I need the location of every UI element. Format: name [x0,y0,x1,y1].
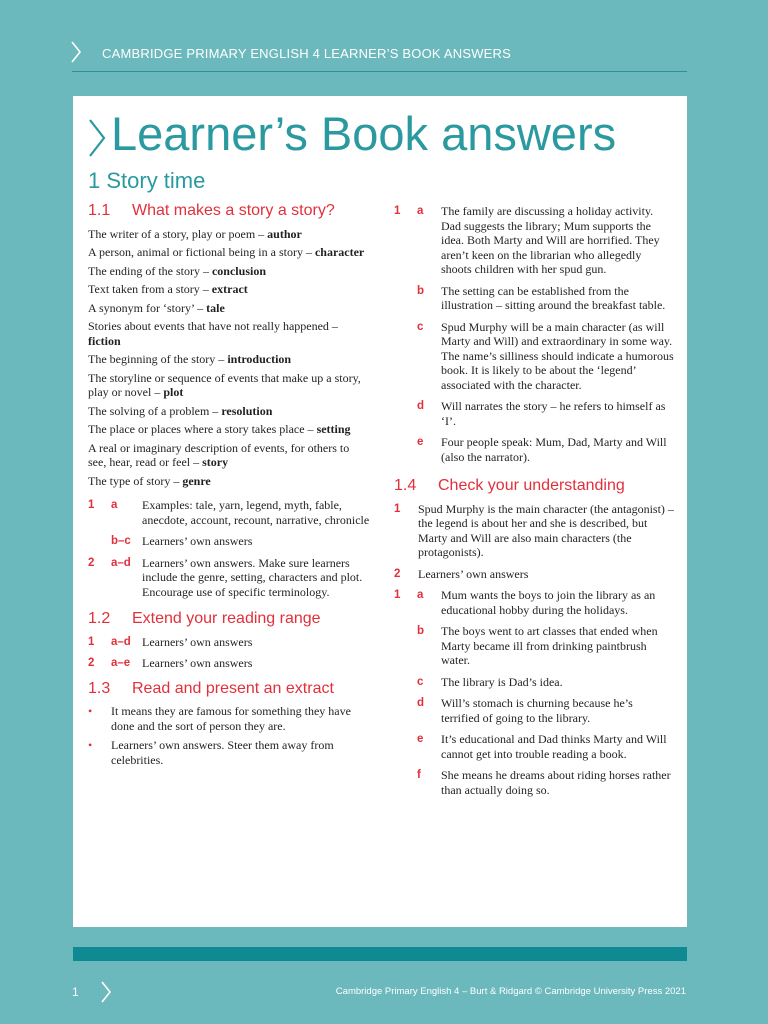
answer-item [394,502,674,560]
answer-text: Learners’ own answers [142,534,253,548]
answer-text: Learners’ own answers. Make sure learners include the genre, setting, characters and plot. Encourage use of specific terminology. [142,555,363,599]
section-title: Extend your reading range [132,610,321,627]
answer-text: She means he dreams about riding horses rather than actually doing so. [441,768,671,797]
definition-text: Text taken from a story – [88,282,212,296]
chevron-right-icon [70,40,82,64]
section-number: 1.1 [88,202,111,219]
answer-item [88,534,370,549]
answer-text: The library is Dad’s idea. [441,674,563,689]
definitions-list [88,227,370,489]
left-column [88,204,370,772]
definition-term: resolution [221,403,273,418]
page-title-text: Learner’s Book answers [111,107,617,160]
answer-text: The setting can be established from the illustration – sitting around the breakfast table. [441,283,666,312]
page-number: 1 [72,985,79,999]
answer-item [394,399,674,428]
part-letter: a [111,499,118,511]
part-letter: b [417,625,425,637]
section-1-2-answers [88,635,370,671]
section-1-3-heading [88,679,370,697]
answer-item [88,656,370,671]
header-title: CAMBRIDGE PRIMARY ENGLISH 4 LEARNER’S BOOK ANSWERS [102,46,512,61]
answer-text: It’s educational and Dad thinks Marty and Will cannot get into trouble reading a book. [441,732,667,761]
definition-text: The beginning of the story – [88,352,228,366]
definition-text: The place or places where a story takes place – [88,422,317,436]
chapter-heading: 1 Story time [88,168,206,193]
bullet-item [88,704,370,733]
part-letter: d [417,400,425,412]
answer-item [394,320,674,393]
part-letter: e [417,436,424,448]
part-letter: a [417,205,424,217]
part-letter: a–d [111,635,131,648]
question-number: 2 [88,657,95,669]
definition-item [88,422,370,437]
answer-text: Learners’ own answers [142,634,253,649]
answer-item [394,588,674,617]
definition-item [88,441,370,470]
answer-item [394,204,674,277]
answer-text: Learners’ own answers [142,656,253,670]
answer-item [394,675,674,690]
definition-term: setting [316,422,351,436]
definition-term: conclusion [211,263,266,278]
answer-text: Spud Murphy will be a main character (as will Marty and Will) and extraordinary in some way. The name’s silliness should indicate a humorous book. It is likely to be about the ‘legend’ associated with the character. [441,319,674,392]
answer-item [394,567,674,582]
section-1-4-answers [394,502,674,582]
definition-item [88,352,370,367]
answer-text: The boys went to art classes that ended when Marty became ill from drinking paintbrush water. [441,624,658,667]
running-header [0,0,768,72]
section-1-1-heading [88,204,370,219]
definition-text: A real or imaginary description of events, for others to see, hear, read or feel – [88,440,350,469]
definition-item [88,474,370,489]
definition-item [88,282,370,297]
right-column [394,204,674,804]
answer-text: Learners’ own answers [418,566,529,581]
answer-text: Will narrates the story – he refers to himself as ‘I’. [441,399,666,428]
answer-item [88,635,370,650]
definition-text: Stories about events that have not really happened – [88,319,338,333]
section-1-3-answers [394,204,674,464]
question-number: 1 [88,635,95,648]
answer-item [394,768,674,797]
answer-text: Four people speak: Mum, Dad, Marty and Will (also the narrator). [441,435,667,464]
question-number: 2 [394,567,401,580]
footer-bar [73,947,687,961]
answer-item [394,284,674,313]
header-rule [72,71,687,72]
answer-item [394,435,674,464]
answer-item [394,624,674,668]
part-letter: a–e [111,657,131,669]
section-1-3-bullets [88,704,370,767]
definition-text: The storyline or sequence of events that make up a story, play or novel – [88,370,361,399]
definition-item [88,245,370,260]
part-letter: d [417,697,425,709]
copyright-credit: Cambridge Primary English 4 – Burt & Ridgard © Cambridge University Press 2021 [335,986,686,997]
bullet-text: It means they are famous for something they have done and the sort of person they are. [111,704,351,733]
definition-term: plot [163,385,184,399]
part-letter: a [417,589,424,601]
definition-text: The ending of the story – [88,263,212,278]
definition-text: The writer of a story, play or poem – [88,226,268,241]
bullet-icon: • [88,738,93,752]
chevron-right-icon [87,116,107,160]
question-number: 1 [394,205,401,217]
part-letter: b [417,284,425,297]
definition-term: introduction [227,352,292,366]
section-1-4-answers-part2 [394,588,674,797]
definition-term: fiction [88,333,121,348]
answer-item [88,498,370,527]
answer-text: Spud Murphy is the main character (the antagonist) – the legend is about her and she is described, but Marty and Will are also main characters (the protagonists). [418,501,674,559]
definition-term: extract [211,282,248,296]
section-number: 1.2 [88,610,111,627]
question-number: 1 [394,502,401,515]
answer-item [394,696,674,725]
section-number: 1.4 [394,477,417,494]
section-1-2-heading [88,612,370,627]
definition-text: The solving of a problem – [88,403,222,418]
answers-page [73,96,687,927]
answer-item [394,732,674,761]
question-number: 1 [394,589,401,601]
definition-item [88,264,370,279]
page-title [87,106,616,161]
definition-text: The type of story – [88,473,183,488]
definition-term: tale [206,300,225,315]
definition-term: character [314,245,365,259]
section-title: Check your understanding [438,477,625,494]
answer-text: Mum wants the boys to join the library as an educational hobby during the holidays. [441,588,656,617]
part-letter: e [417,733,424,745]
definition-term: author [267,226,302,241]
definition-item [88,371,370,400]
definition-text: A synonym for ‘story’ – [88,300,207,315]
section-number: 1.3 [88,679,111,697]
definition-item [88,404,370,419]
part-letter: b–c [111,535,131,547]
answer-text: The family are discussing a holiday activity. Dad suggests the library; Mum supports the idea. Both Marty and Will are horrified. They aren’t keen on the librarian who allegedly shoots children with her spud gun. [441,204,660,276]
definition-item [88,301,370,316]
definition-item [88,319,370,348]
part-letter: c [417,320,424,333]
section-title: Read and present an extract [132,679,334,697]
answer-item [88,556,370,600]
part-letter: c [417,675,424,688]
definition-text: A person, animal or fictional being in a story – [88,245,315,259]
section-1-1-answers [88,498,370,599]
definition-term: story [202,455,229,469]
part-letter: f [417,769,421,781]
answer-text: Examples: tale, yarn, legend, myth, fable, anecdote, account, recount, narrative, chronicle [142,498,370,527]
definition-item [88,227,370,242]
part-letter: a–d [111,556,131,569]
definition-term: genre [182,473,211,488]
answer-text: Will’s stomach is churning because he’s terrified of going to the library. [441,696,633,725]
section-title: What makes a story a story? [132,202,335,219]
chevron-right-icon [100,980,112,1004]
bullet-icon: • [88,704,93,718]
section-1-4-heading [394,479,674,494]
bullet-item [88,738,370,767]
bullet-text: Learners’ own answers. Steer them away from celebrities. [111,738,334,767]
question-number: 2 [88,556,95,569]
question-number: 1 [88,499,95,511]
